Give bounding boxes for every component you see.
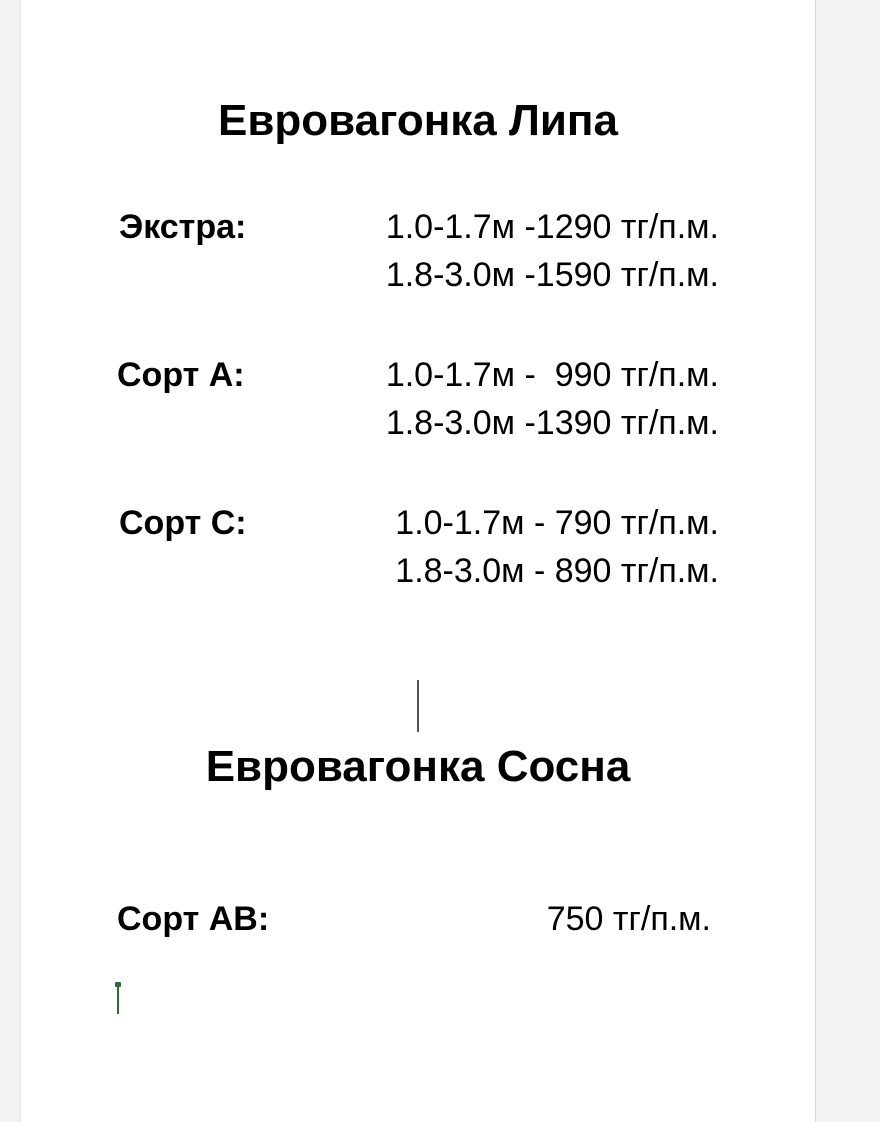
document-page[interactable] bbox=[20, 0, 816, 1122]
price-line: 750 тг/п.м. bbox=[546, 900, 711, 938]
price-line: 1.0-1.7м - 990 тг/п.м. bbox=[385, 356, 719, 394]
grade-label-sort-ab: Сорт АВ: bbox=[117, 900, 270, 938]
grade-label-extra: Экстра: bbox=[119, 208, 247, 246]
text-cursor bbox=[417, 680, 419, 732]
grade-label-sort-a: Сорт А: bbox=[117, 356, 245, 394]
grade-label-sort-c: Сорт С: bbox=[119, 504, 247, 542]
price-line: 1.8-3.0м - 890 тг/п.м. bbox=[395, 552, 719, 590]
price-line: 1.0-1.7м - 790 тг/п.м. bbox=[395, 504, 719, 542]
section-title-lipa: Евровагонка Липа bbox=[218, 96, 618, 145]
price-line: 1.8-3.0м -1390 тг/п.м. bbox=[385, 404, 719, 442]
price-line: 1.8-3.0м -1590 тг/п.м. bbox=[385, 256, 719, 294]
price-line: 1.0-1.7м -1290 тг/п.м. bbox=[385, 208, 719, 246]
section-title-sosna: Евровагонка Сосна bbox=[205, 742, 631, 791]
insertion-cursor bbox=[117, 982, 119, 1014]
